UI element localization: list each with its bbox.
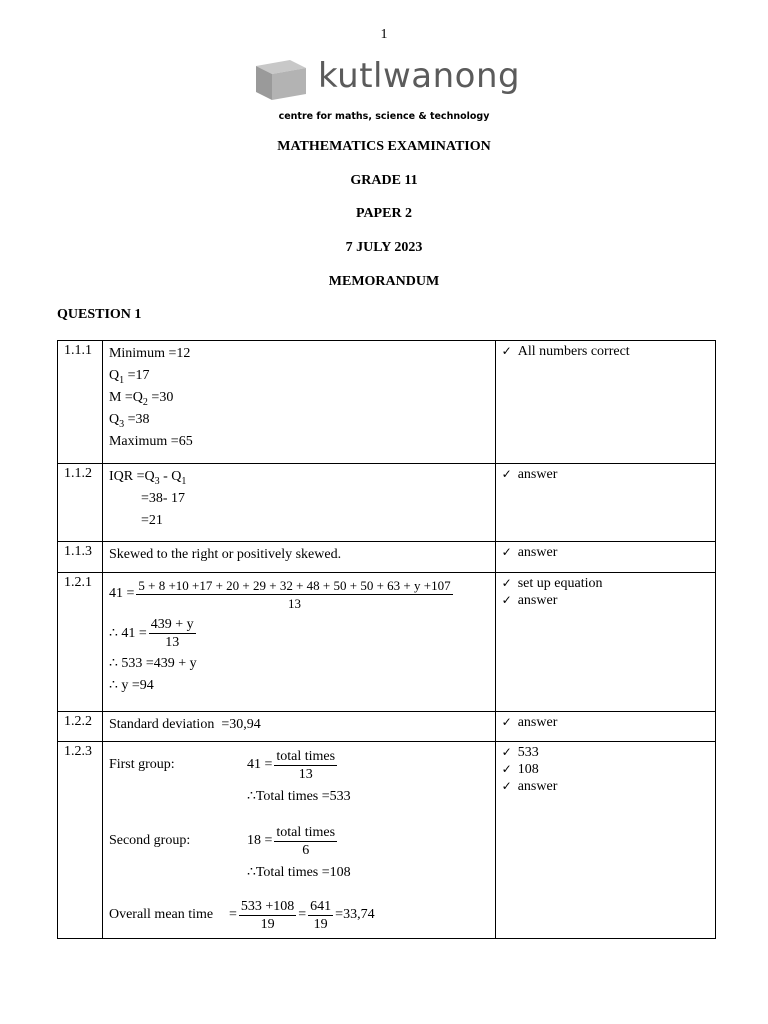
table-row <box>58 573 716 712</box>
mark-item: ✓ 108 <box>501 762 539 777</box>
fraction: $\frac{533 +108}{19}$ <box>240 898 295 932</box>
mark-item: ✓ All numbers correct <box>501 344 630 359</box>
marks-cell <box>495 742 715 939</box>
logo-wordmark: kutlwanong <box>318 56 521 96</box>
working-line: =21 <box>140 513 163 528</box>
working-cell <box>102 464 495 542</box>
page-number: 1 <box>380 27 388 42</box>
working-cell <box>102 573 495 712</box>
mark-item: ✓ answer <box>501 593 558 608</box>
marks-cell <box>495 712 715 742</box>
working-line: $Q_1 =17$ <box>108 368 150 386</box>
equation-line: ∴ 41 = $\frac{439 + y}{13}$ <box>108 616 194 650</box>
check-icon: ✓ <box>501 779 512 793</box>
equation-line: First group: 41 = $\frac{\text{total times}}{13}$ <box>108 748 336 782</box>
working-line: Minimum =12 <box>108 346 191 361</box>
working-line: ∴ y =94 <box>108 678 154 693</box>
working-line: IQR $=Q_3 - Q_1$ <box>108 469 187 487</box>
mark-item: ✓ answer <box>501 779 558 794</box>
equation-line: Overall mean time = $\frac{533 +108}{19}$ = $\frac{641}{19}$ =33,74 <box>108 898 375 932</box>
question-number: 1.1.1 <box>58 341 103 464</box>
check-icon: ✓ <box>501 576 512 590</box>
check-icon: ✓ <box>501 545 512 559</box>
fraction: $\frac{439 + y}{13}$ <box>150 616 194 650</box>
check-icon: ✓ <box>501 344 512 358</box>
marks-cell <box>495 464 715 542</box>
fraction: $\frac{\text{total times}}{6}$ <box>276 824 336 858</box>
question-number: 1.2.1 <box>58 573 103 712</box>
mark-item: ✓ answer <box>501 545 558 560</box>
check-icon: ✓ <box>501 762 512 776</box>
check-icon: ✓ <box>501 715 512 729</box>
working-line: Skewed to the right or positively skewed. <box>108 547 342 562</box>
working-line: Standard deviation =30,94 <box>108 717 261 732</box>
mark-item: ✓ 533 <box>501 745 539 760</box>
mark-item: ✓ answer <box>501 467 558 482</box>
working-cell <box>102 742 495 939</box>
question-title: QUESTION 1 <box>57 307 142 322</box>
question-number: 1.1.2 <box>58 464 103 542</box>
table-row <box>58 742 716 939</box>
mark-item: ✓ set up equation <box>501 576 603 591</box>
marks-cell <box>495 573 715 712</box>
working-cell <box>102 341 495 464</box>
check-icon: ✓ <box>501 467 512 481</box>
exam-title: MATHEMATICS EXAMINATION <box>277 139 491 154</box>
check-icon: ✓ <box>501 593 512 607</box>
working-line: ∴Total times =533 <box>246 789 351 804</box>
table-row <box>58 712 716 742</box>
working-line: ∴ 533 =439 + y <box>108 656 197 671</box>
question-number: 1.2.3 <box>58 742 103 939</box>
mark-item: ✓ answer <box>501 715 558 730</box>
memo-heading: MEMORANDUM <box>328 274 440 289</box>
logo-tagline: centre for maths, science & technology <box>278 111 490 122</box>
working-line: =38- 17 <box>140 491 186 506</box>
working-line: $Q_3 =38$ <box>108 412 150 430</box>
table-row <box>58 341 716 464</box>
cube-logo-icon <box>252 56 310 102</box>
fraction: $\frac{\text{total times}}{13}$ <box>276 748 336 782</box>
check-icon: ✓ <box>501 745 512 759</box>
question-number: 1.1.3 <box>58 542 103 573</box>
kutlwanong-logo <box>240 52 530 110</box>
equation-line: Second group: 18 = $\frac{\text{total times}}{6}$ <box>108 824 336 858</box>
working-line: Maximum =65 <box>108 434 193 449</box>
grade-heading: GRADE 11 <box>350 173 418 188</box>
table-row <box>58 542 716 573</box>
working-cell <box>102 712 495 742</box>
paper-heading: PAPER 2 <box>355 206 413 221</box>
question-number: 1.2.2 <box>58 712 103 742</box>
working-cell <box>102 542 495 573</box>
fraction: $\frac{5 + 8 +10 +17 + 20 + 29 + 32 + 48 + 50 + 50 + 63 + y +107}{13}$ <box>138 577 451 611</box>
marks-cell <box>495 341 715 464</box>
table-row <box>58 464 716 542</box>
marks-cell <box>495 542 715 573</box>
date-heading: 7 JULY 2023 <box>345 240 423 255</box>
working-line: $M =Q_2 =30$ <box>108 390 174 408</box>
working-line: ∴Total times =108 <box>246 865 351 880</box>
fraction: $\frac{641}{19}$ <box>310 898 332 932</box>
memo-table <box>57 340 716 939</box>
equation-line: 41 = $\frac{5 + 8 +10 +17 + 20 + 29 + 32 + 48 + 50 + 50 + 63 + y +107}{13}$ <box>108 577 451 611</box>
